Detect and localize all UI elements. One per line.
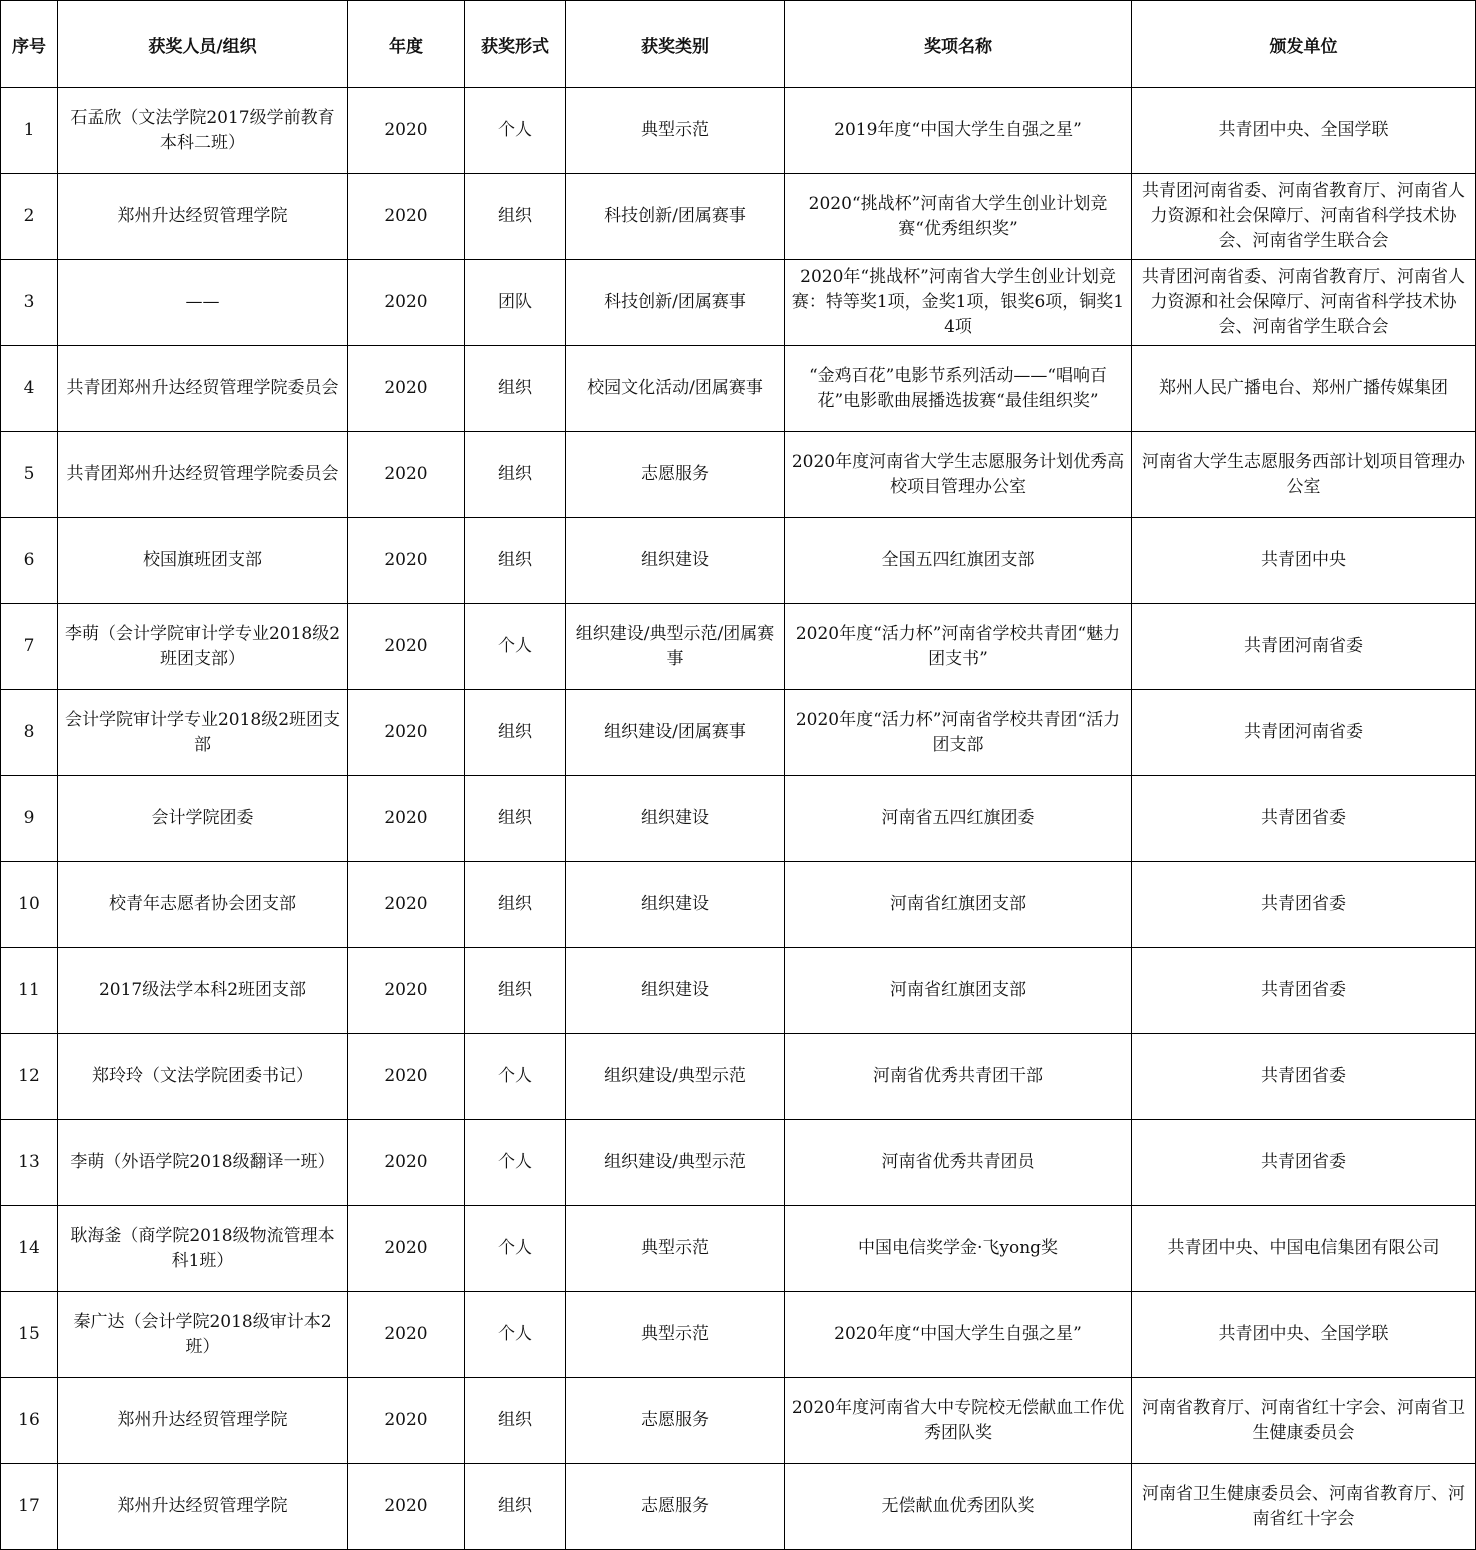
cell-award-name: 全国五四红旗团支部 [785, 518, 1132, 604]
cell-awardee: 耿海釜（商学院2018级物流管理本科1班） [58, 1206, 348, 1292]
cell-award-category: 志愿服务 [566, 432, 785, 518]
table-row [1, 432, 1476, 518]
cell-award-form: 组织 [465, 1464, 566, 1550]
cell-award-form: 个人 [465, 88, 566, 174]
cell-issuer: 河南省大学生志愿服务西部计划项目管理办公室 [1132, 432, 1476, 518]
cell-award-name: 2019年度“中国大学生自强之星” [785, 88, 1132, 174]
cell-award-name: 2020“挑战杯”河南省大学生创业计划竞赛“优秀组织奖” [785, 174, 1132, 260]
cell-award-category: 组织建设/团属赛事 [566, 690, 785, 776]
cell-award-name: 2020年度“活力杯”河南省学校共青团“活力团支部 [785, 690, 1132, 776]
table-row [1, 690, 1476, 776]
cell-awardee: 校国旗班团支部 [58, 518, 348, 604]
cell-issuer: 共青团省委 [1132, 1034, 1476, 1120]
cell-award-name: 2020年度河南省大中专院校无偿献血工作优秀团队奖 [785, 1378, 1132, 1464]
cell-year: 2020 [348, 1464, 465, 1550]
cell-award-form: 个人 [465, 1206, 566, 1292]
cell-awardee: 郑州升达经贸管理学院 [58, 1464, 348, 1550]
cell-index: 15 [1, 1292, 58, 1378]
table-row [1, 346, 1476, 432]
table-row [1, 1120, 1476, 1206]
cell-year: 2020 [348, 1292, 465, 1378]
cell-award-name: “金鸡百花”电影节系列活动——“唱响百花”电影歌曲展播选拔赛“最佳组织奖” [785, 346, 1132, 432]
cell-issuer: 共青团中央、全国学联 [1132, 1292, 1476, 1378]
cell-index: 8 [1, 690, 58, 776]
cell-awardee: 李萌（会计学院审计学专业2018级2班团支部） [58, 604, 348, 690]
table-row [1, 604, 1476, 690]
cell-year: 2020 [348, 260, 465, 346]
cell-year: 2020 [348, 1034, 465, 1120]
cell-award-form: 组织 [465, 690, 566, 776]
cell-issuer: 共青团河南省委 [1132, 690, 1476, 776]
cell-award-category: 典型示范 [566, 88, 785, 174]
table-body [1, 88, 1476, 1550]
cell-award-form: 组织 [465, 776, 566, 862]
cell-issuer: 共青团省委 [1132, 948, 1476, 1034]
cell-awardee: 共青团郑州升达经贸管理学院委员会 [58, 432, 348, 518]
cell-award-name: 河南省优秀共青团员 [785, 1120, 1132, 1206]
cell-index: 10 [1, 862, 58, 948]
cell-award-form: 个人 [465, 1034, 566, 1120]
cell-awardee: 2017级法学本科2班团支部 [58, 948, 348, 1034]
cell-issuer: 共青团省委 [1132, 862, 1476, 948]
cell-year: 2020 [348, 862, 465, 948]
cell-award-form: 组织 [465, 346, 566, 432]
cell-award-category: 组织建设 [566, 862, 785, 948]
cell-awardee: 会计学院团委 [58, 776, 348, 862]
cell-awardee: 郑玲玲（文法学院团委书记） [58, 1034, 348, 1120]
table-row [1, 948, 1476, 1034]
cell-award-category: 科技创新/团属赛事 [566, 174, 785, 260]
cell-year: 2020 [348, 518, 465, 604]
cell-award-category: 科技创新/团属赛事 [566, 260, 785, 346]
cell-award-category: 组织建设/典型示范 [566, 1120, 785, 1206]
cell-index: 14 [1, 1206, 58, 1292]
cell-awardee: 会计学院审计学专业2018级2班团支部 [58, 690, 348, 776]
cell-award-name: 2020年度“中国大学生自强之星” [785, 1292, 1132, 1378]
cell-index: 1 [1, 88, 58, 174]
cell-award-form: 组织 [465, 1378, 566, 1464]
cell-index: 9 [1, 776, 58, 862]
table-row [1, 260, 1476, 346]
table-row [1, 88, 1476, 174]
cell-index: 17 [1, 1464, 58, 1550]
cell-awardee: 石孟欣（文法学院2017级学前教育本科二班） [58, 88, 348, 174]
cell-award-category: 志愿服务 [566, 1464, 785, 1550]
table-row [1, 174, 1476, 260]
table-row [1, 862, 1476, 948]
table-row [1, 1464, 1476, 1550]
cell-issuer: 共青团省委 [1132, 1120, 1476, 1206]
cell-index: 3 [1, 260, 58, 346]
cell-index: 2 [1, 174, 58, 260]
cell-awardee: 李萌（外语学院2018级翻译一班） [58, 1120, 348, 1206]
cell-award-name: 2020年度“活力杯”河南省学校共青团“魅力团支书” [785, 604, 1132, 690]
cell-issuer: 共青团河南省委 [1132, 604, 1476, 690]
cell-awardee: 郑州升达经贸管理学院 [58, 1378, 348, 1464]
cell-index: 4 [1, 346, 58, 432]
cell-award-form: 组织 [465, 432, 566, 518]
cell-year: 2020 [348, 1120, 465, 1206]
cell-award-form: 组织 [465, 862, 566, 948]
cell-year: 2020 [348, 776, 465, 862]
cell-issuer: 郑州人民广播电台、郑州广播传媒集团 [1132, 346, 1476, 432]
header-awardee: 获奖人员/组织 [58, 1, 348, 88]
cell-awardee: 共青团郑州升达经贸管理学院委员会 [58, 346, 348, 432]
cell-award-name: 中国电信奖学金·飞yong奖 [785, 1206, 1132, 1292]
cell-index: 11 [1, 948, 58, 1034]
cell-award-form: 组织 [465, 174, 566, 260]
cell-index: 12 [1, 1034, 58, 1120]
cell-award-name: 河南省优秀共青团干部 [785, 1034, 1132, 1120]
cell-awardee: 校青年志愿者协会团支部 [58, 862, 348, 948]
cell-issuer: 河南省卫生健康委员会、河南省教育厅、河南省红十字会 [1132, 1464, 1476, 1550]
cell-index: 6 [1, 518, 58, 604]
cell-award-form: 个人 [465, 1120, 566, 1206]
header-year: 年度 [348, 1, 465, 88]
cell-issuer: 共青团省委 [1132, 776, 1476, 862]
cell-index: 16 [1, 1378, 58, 1464]
cell-year: 2020 [348, 1378, 465, 1464]
header-index: 序号 [1, 1, 58, 88]
cell-award-form: 组织 [465, 518, 566, 604]
cell-year: 2020 [348, 432, 465, 518]
cell-award-name: 2020年“挑战杯”河南省大学生创业计划竞赛：特等奖1项，金奖1项，银奖6项，铜奖14项 [785, 260, 1132, 346]
cell-award-name: 无偿献血优秀团队奖 [785, 1464, 1132, 1550]
cell-award-form: 团队 [465, 260, 566, 346]
header-award-name: 奖项名称 [785, 1, 1132, 88]
cell-award-category: 典型示范 [566, 1206, 785, 1292]
cell-award-category: 志愿服务 [566, 1378, 785, 1464]
cell-award-form: 组织 [465, 948, 566, 1034]
cell-award-name: 河南省红旗团支部 [785, 948, 1132, 1034]
cell-issuer: 共青团中央 [1132, 518, 1476, 604]
cell-index: 5 [1, 432, 58, 518]
cell-awardee: 郑州升达经贸管理学院 [58, 174, 348, 260]
table-row [1, 1292, 1476, 1378]
cell-award-category: 典型示范 [566, 1292, 785, 1378]
cell-award-name: 河南省红旗团支部 [785, 862, 1132, 948]
cell-award-name: 河南省五四红旗团委 [785, 776, 1132, 862]
cell-issuer: 共青团中央、中国电信集团有限公司 [1132, 1206, 1476, 1292]
cell-award-category: 组织建设/典型示范/团属赛事 [566, 604, 785, 690]
header-issuer: 颁发单位 [1132, 1, 1476, 88]
cell-year: 2020 [348, 948, 465, 1034]
cell-index: 7 [1, 604, 58, 690]
cell-award-category: 校园文化活动/团属赛事 [566, 346, 785, 432]
table-row [1, 1206, 1476, 1292]
header-award-form: 获奖形式 [465, 1, 566, 88]
table-row [1, 518, 1476, 604]
cell-award-name: 2020年度河南省大学生志愿服务计划优秀高校项目管理办公室 [785, 432, 1132, 518]
cell-issuer: 共青团中央、全国学联 [1132, 88, 1476, 174]
table-row [1, 776, 1476, 862]
cell-year: 2020 [348, 88, 465, 174]
cell-award-category: 组织建设 [566, 518, 785, 604]
cell-awardee: —— [58, 260, 348, 346]
cell-year: 2020 [348, 174, 465, 260]
cell-awardee: 秦广达（会计学院2018级审计本2班） [58, 1292, 348, 1378]
cell-issuer: 共青团河南省委、河南省教育厅、河南省人力资源和社会保障厅、河南省科学技术协会、河南省学生联合会 [1132, 174, 1476, 260]
cell-issuer: 河南省教育厅、河南省红十字会、河南省卫生健康委员会 [1132, 1378, 1476, 1464]
cell-issuer: 共青团河南省委、河南省教育厅、河南省人力资源和社会保障厅、河南省科学技术协会、河南省学生联合会 [1132, 260, 1476, 346]
header-award-category: 获奖类别 [566, 1, 785, 88]
cell-year: 2020 [348, 690, 465, 776]
header-row [1, 1, 1476, 88]
cell-index: 13 [1, 1120, 58, 1206]
table-row [1, 1378, 1476, 1464]
cell-award-category: 组织建设/典型示范 [566, 1034, 785, 1120]
cell-year: 2020 [348, 346, 465, 432]
cell-award-form: 个人 [465, 604, 566, 690]
table-row [1, 1034, 1476, 1120]
cell-year: 2020 [348, 604, 465, 690]
cell-award-form: 个人 [465, 1292, 566, 1378]
cell-award-category: 组织建设 [566, 776, 785, 862]
cell-year: 2020 [348, 1206, 465, 1292]
cell-award-category: 组织建设 [566, 948, 785, 1034]
